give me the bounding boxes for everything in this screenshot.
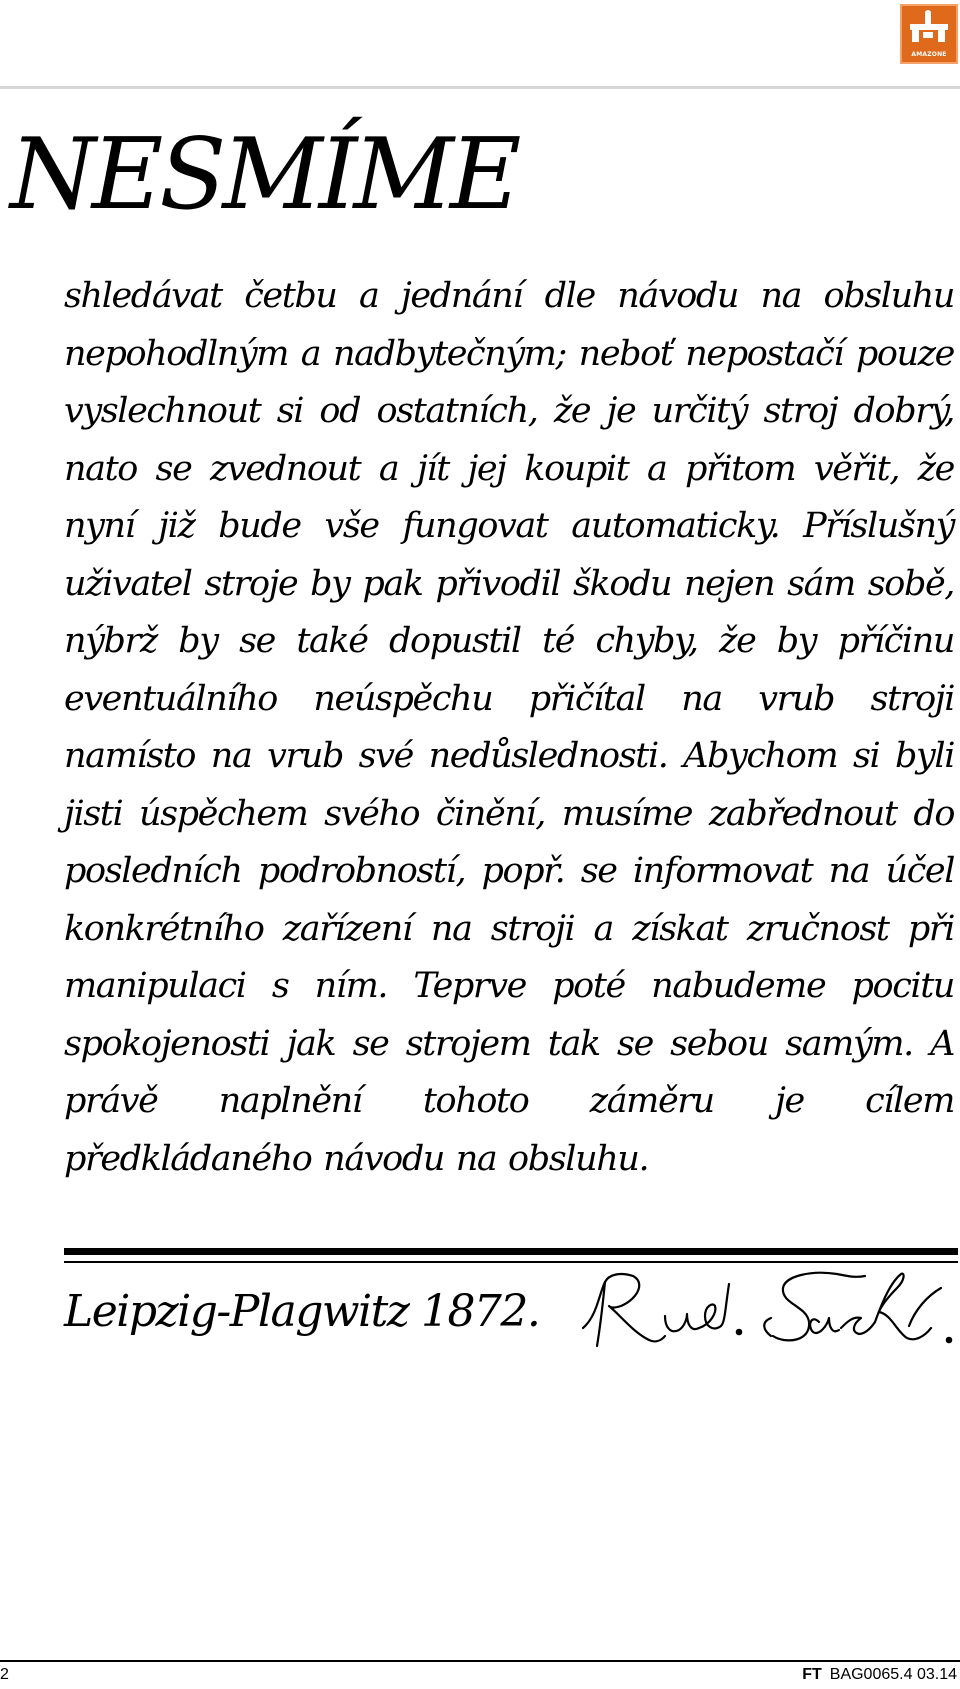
amazone-logo: [900, 4, 958, 64]
body-paragraph: shledávat četbu a jednání dle návodu na obsluhu nepohodlným a nadbytečným; neboť nepostačí pouze vyslechnout si od ostatních, že je určitý stroj dobrý, nato se zvednout a jít jej koupit a přitom věřit, že nyní již bude vše fungovat automaticky. Příslušný uživatel stroje by pak přivodil škodu nejen sám sobě, nýbrž by se také dopustil té chyby, že by příčinu eventuálního neúspěchu přičítal na vrub stroji namísto na vrub své nedůslednosti. Abychom si byli jisti úspěchem svého činění, musíme zabřednout do posledních podrobností, popř. se informovat na účel konkrétního zařízení na stroji a získat zručnost při manipulaci s ním. Teprve poté nabudeme pocitu spokojenosti jak se strojem tak se sebou samým. A právě naplnění tohoto záměru je cílem předkládaného návodu na obsluhu.: [64, 276, 954, 1179]
page-number: 2: [0, 1666, 9, 1683]
page-heading: NESMÍME: [10, 118, 518, 232]
sower-figure-icon: [908, 10, 950, 50]
doc-date: 03.14: [916, 1666, 957, 1683]
logo-wordmark: AMAZONE: [911, 51, 947, 58]
header-divider: [0, 86, 960, 89]
doc-code: BAG0065.4: [829, 1666, 913, 1683]
handwritten-signature: [575, 1266, 960, 1361]
double-rule-thick: [64, 1248, 958, 1255]
document-code: [802, 1666, 957, 1684]
doc-prefix: FT: [802, 1666, 822, 1683]
double-rule-thin: [64, 1261, 958, 1263]
place-and-date: Leipzig-Plagwitz 1872.: [64, 1286, 540, 1337]
footer-divider: [0, 1660, 960, 1662]
